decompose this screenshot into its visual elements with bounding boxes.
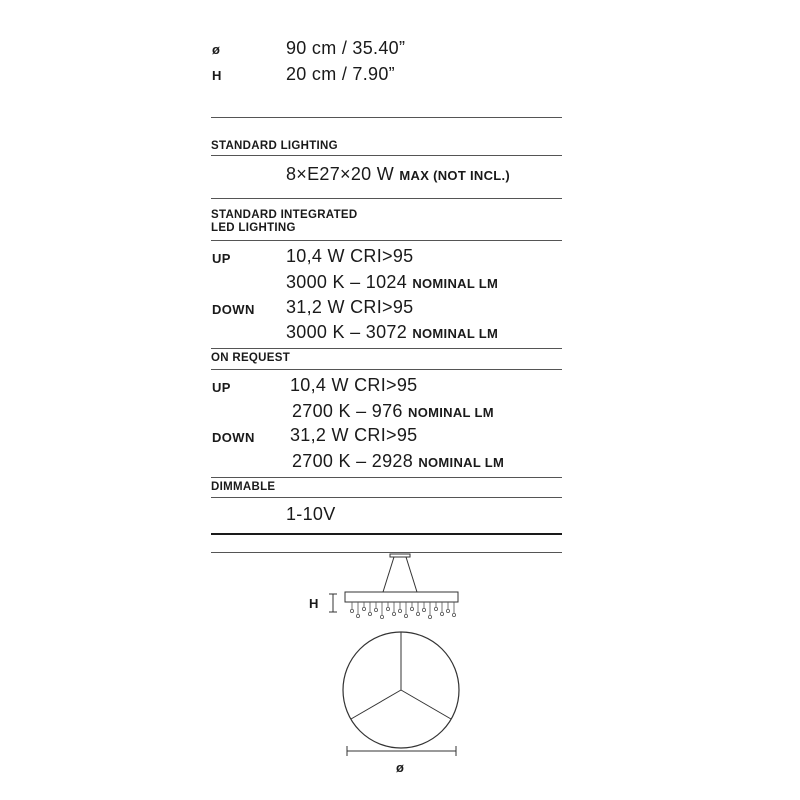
canopy [390,554,410,557]
standard-led-title-line1: STANDARD INTEGRATED [211,209,358,221]
drawing-height-label: H [309,596,319,611]
suspension-cable-left [383,557,394,592]
dimmable-title: DIMMABLE [211,481,276,493]
dimmable-value: 1-10V [286,504,336,524]
request-down-temp: 2700 K – 2928 [292,451,414,471]
request-down-unit: NOMINAL LM [418,455,505,470]
led-up-power: 10,4 W CRI>95 [286,246,414,266]
on-request-title: ON REQUEST [211,352,291,364]
height-value: 20 cm / 7.90” [286,64,395,84]
diameter-value: 90 cm / 35.40” [286,38,406,58]
led-up-unit: NOMINAL LM [412,276,499,291]
diameter-label: ø [212,42,221,57]
drawing-diameter-label: ø [396,760,405,775]
request-up-label: UP [212,380,231,395]
bulb-spec-suffix: MAX (NOT INCL.) [399,168,511,183]
lamp-body-side [345,592,458,602]
led-down-power: 31,2 W CRI>95 [286,297,414,317]
standard-led-title-line2: LED LIGHTING [211,222,296,234]
request-up-unit: NOMINAL LM [408,405,494,420]
request-up-temp: 2700 K – 976 [292,401,403,421]
standard-lighting-title: STANDARD LIGHTING [211,140,338,152]
request-down-label: DOWN [212,430,255,445]
height-label: H [212,68,222,83]
request-down-power: 31,2 W CRI>95 [290,425,418,445]
request-up-power: 10,4 W CRI>95 [290,375,418,395]
led-up-temp: 3000 K – 1024 [286,272,408,292]
suspension-cable-right [406,557,417,592]
crystal-drops [350,602,455,619]
led-down-unit: NOMINAL LM [412,326,499,341]
led-down-label: DOWN [212,302,255,317]
bulb-spec: 8×E27×20 W [286,164,395,184]
led-down-temp: 3000 K – 3072 [286,322,408,342]
led-up-label: UP [212,251,231,266]
